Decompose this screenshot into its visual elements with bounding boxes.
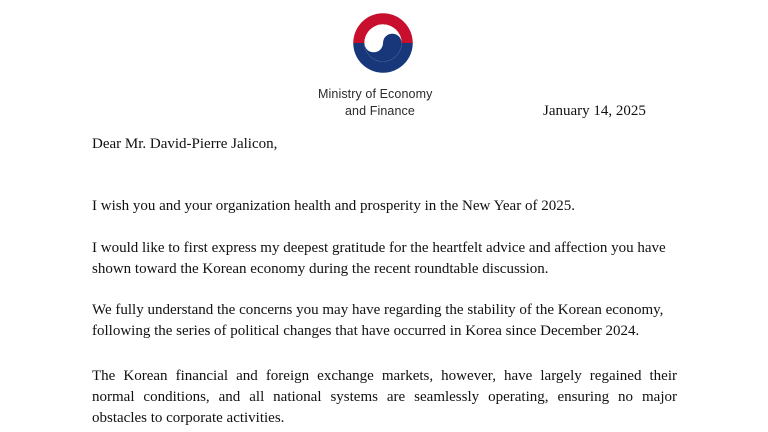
paragraph-line: following the series of political changes that have occurred in Korea since December 2024. [92,323,640,339]
paragraph-concerns [92,300,677,342]
paragraph-greeting [92,196,677,217]
ministry-name-line2: and Finance [345,104,415,118]
paragraph-line: normal conditions, and all national systems are seamlessly operating, ensuring no major [92,389,677,405]
letter-date: January 14, 2025 [543,103,646,119]
paragraph-gratitude [92,238,677,280]
taegeuk-emblem-icon [352,12,414,74]
paragraph-line: We fully understand the concerns you may have regarding the stability of the Korean economy, [92,302,664,318]
ministry-name-line1: Ministry of Economy [318,87,433,101]
paragraph-line: obstacles to corporate activities. [92,410,285,426]
paragraph-line: I would like to first express my deepest gratitude for the heartfelt advice and affection you have [92,240,666,256]
paragraph-line: The Korean financial and foreign exchange markets, however, have largely regained their [92,368,677,384]
paragraph-line: shown toward the Korean economy during the recent roundtable discussion. [92,261,549,277]
paragraph-line: I wish you and your organization health and prosperity in the New Year of 2025. [92,198,575,214]
paragraph-markets [92,366,677,429]
salutation: Dear Mr. David-Pierre Jalicon, [92,136,278,152]
ministry-name [318,86,478,120]
